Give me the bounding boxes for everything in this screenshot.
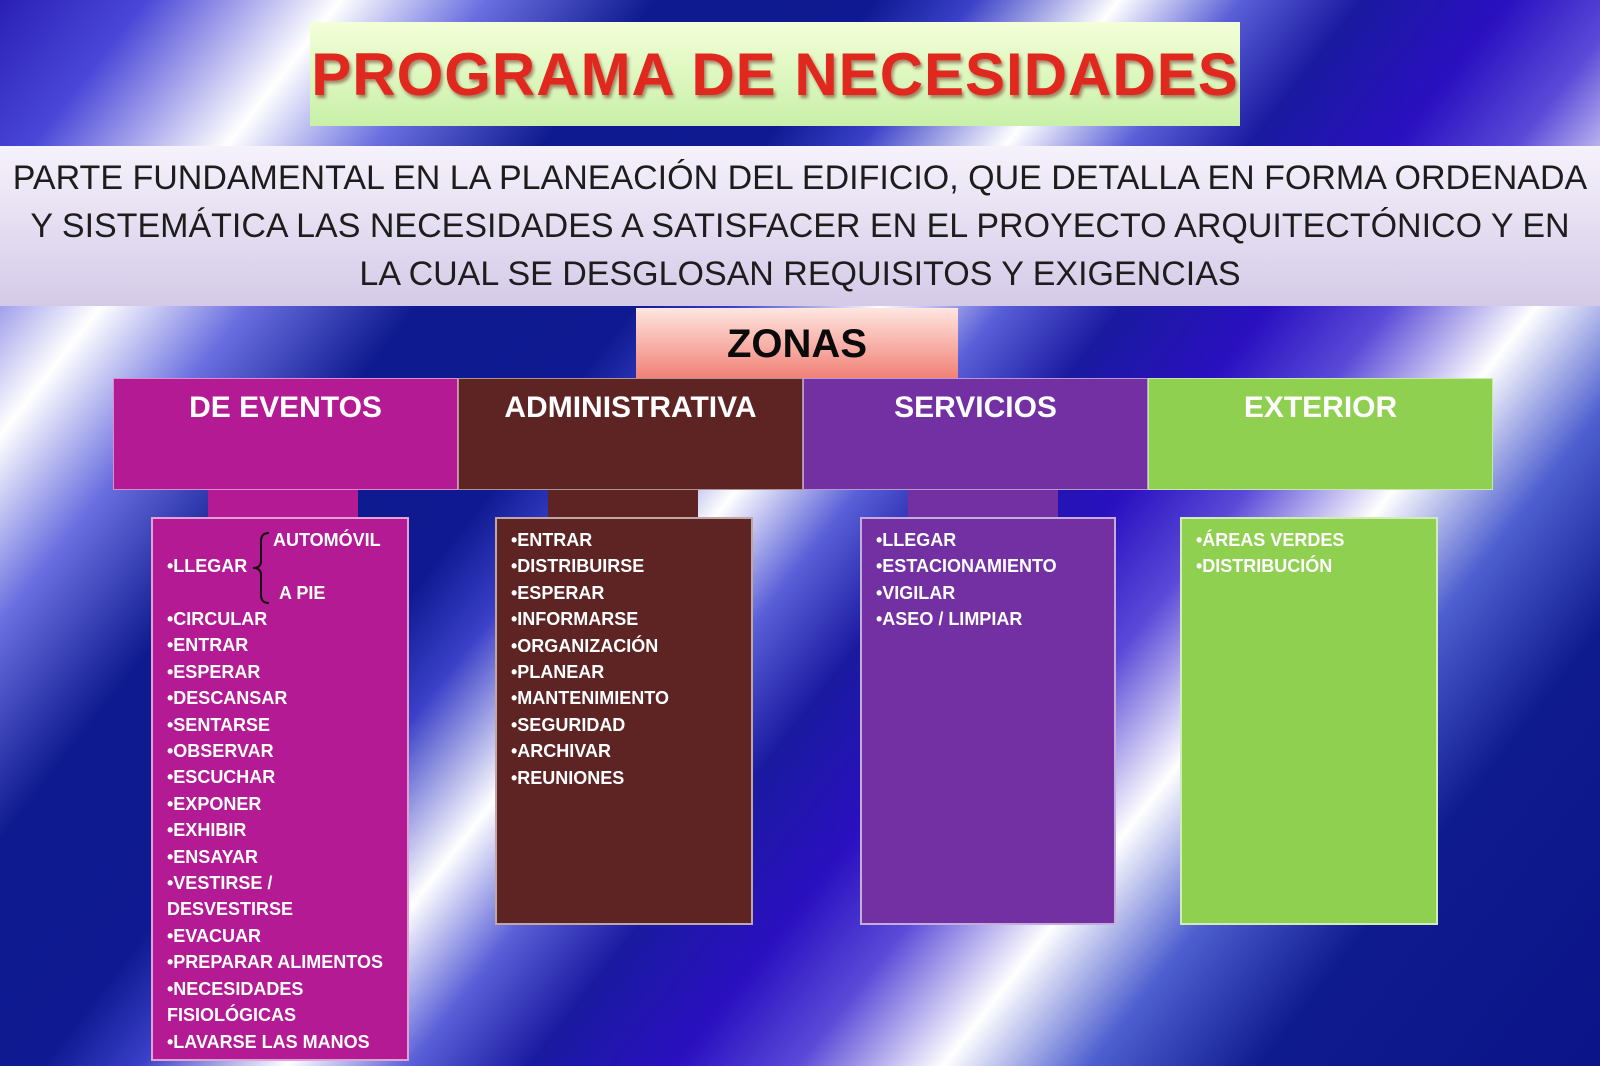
zone-header-eventos [113, 378, 458, 490]
list-item: •ARCHIVAR [511, 741, 611, 762]
description-text: PARTE FUNDAMENTAL EN LA PLANEACIÓN DEL EDIFICIO, QUE DETALLA EN FORMA ORDENADA Y SISTEMÁTICA LAS NECESIDADES A SATISFACER EN EL PROYECTO ARQUITECTÓNICO Y EN LA CUAL SE DESGLOSAN REQUISITOS Y EXIGENCIAS [12, 159, 1588, 293]
list-item: •EXHIBIR [167, 820, 247, 841]
list-item: •OBSERVAR [167, 741, 274, 762]
list-servicios [860, 517, 1116, 925]
connector-eventos [208, 490, 358, 518]
list-item: •EXPONER [167, 793, 262, 814]
zone-header-servicios [803, 378, 1148, 490]
branch-llegar: •LLEGAR [167, 556, 248, 576]
zonas-header [636, 308, 958, 380]
list-eventos [151, 517, 409, 1061]
list-item: •ENSAYAR [167, 846, 259, 867]
curly-brace-icon [251, 531, 273, 605]
list-item: •ASEO / LIMPIAR [876, 609, 1023, 630]
zone-header-exterior [1148, 378, 1493, 490]
zone-title-servicios: SERVICIOS [894, 391, 1057, 424]
list-item: •LLEGAR [876, 530, 957, 550]
list-items-administrativa [511, 527, 737, 791]
list-item: •LAVARSE LAS MANOS [167, 1031, 370, 1052]
zone-title-exterior: EXTERIOR [1243, 391, 1398, 424]
list-item: •EVACUAR [167, 925, 261, 946]
list-item: •INFORMARSE [511, 609, 639, 630]
list-item: •ÁREAS VERDES [1196, 530, 1345, 550]
list-item: •ORGANIZACIÓN [511, 635, 659, 656]
connector-servicios [908, 490, 1058, 518]
list-item: •CIRCULAR [167, 609, 268, 629]
list-items-exterior [1196, 527, 1422, 580]
zone-title-administrativa: ADMINISTRATIVA [504, 391, 757, 424]
list-items-servicios [876, 527, 1100, 633]
list-item: •VIGILAR [876, 582, 956, 603]
list-item: •PREPARAR ALIMENTOS [167, 952, 383, 973]
list-item: •DISTRIBUCIÓN [1196, 556, 1333, 577]
zone-title-eventos: DE EVENTOS [189, 391, 382, 424]
list-exterior [1180, 517, 1438, 925]
title-banner [310, 22, 1240, 126]
llegar-branch [167, 527, 393, 606]
branch-automovil: AUTOMÓVIL [273, 530, 381, 550]
list-item: •PLANEAR [511, 662, 605, 683]
list-item: •ENTRAR [511, 530, 593, 550]
list-item: •DISTRIBUIRSE [511, 556, 645, 577]
list-item: •NECESIDADES FISIOLÓGICAS [167, 978, 304, 1026]
list-item: •ESTACIONAMIENTO [876, 556, 1057, 577]
page-title: PROGRAMA DE NECESIDADES [311, 40, 1239, 108]
list-item: •MANTENIMIENTO [511, 688, 669, 709]
list-item: •SENTARSE [167, 714, 270, 735]
list-administrativa [495, 517, 753, 925]
list-item: •DESCANSAR [167, 688, 288, 709]
list-item: •SEGURIDAD [511, 714, 626, 735]
list-item: •VESTIRSE / DESVESTIRSE [167, 873, 294, 920]
list-item: •REUNIONES [511, 767, 625, 788]
list-item: •ESPERAR [511, 582, 605, 603]
connector-administrativa [548, 490, 698, 518]
list-item: •ESCUCHAR [167, 767, 276, 788]
zonas-label: ZONAS [727, 321, 867, 366]
list-items-eventos [167, 606, 393, 1055]
zone-header-administrativa [458, 378, 803, 490]
list-item: •ESPERAR [167, 661, 261, 682]
list-item: •ENTRAR [167, 635, 249, 656]
description-panel [0, 146, 1600, 306]
branch-a-pie: A PIE [279, 583, 326, 603]
